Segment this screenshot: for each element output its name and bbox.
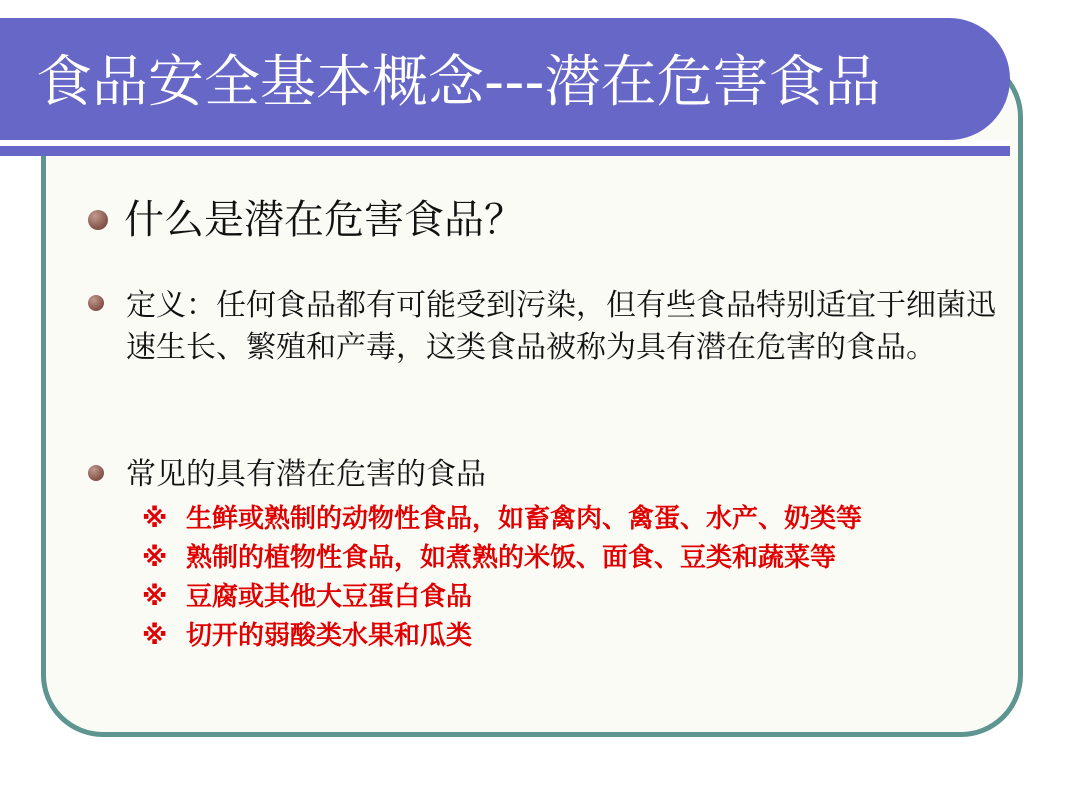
- bullet-question: [88, 196, 524, 244]
- bullet-dot-icon: [88, 295, 104, 311]
- definition-text: 定义：任何食品都有可能受到污染，但有些食品特别适宜于细菌迅速生长、繁殖和产毒，这类食品被称为具有潜在危害的食品。: [126, 288, 996, 365]
- sub-item-text: 生鲜或熟制的动物性食品，如畜禽肉、禽蛋、水产、奶类等: [186, 504, 863, 534]
- reference-mark-icon: ※: [142, 504, 168, 534]
- bullet-common-foods: [88, 455, 486, 495]
- bullet-definition: [88, 285, 998, 369]
- list-item: [142, 578, 862, 617]
- bullet-dot-icon: [88, 210, 108, 230]
- sub-item-text: 切开的弱酸类水果和瓜类: [186, 621, 473, 651]
- reference-mark-icon: ※: [142, 543, 168, 573]
- sub-item-text: 熟制的植物性食品，如煮熟的米饭、面食、豆类和蔬菜等: [186, 543, 837, 573]
- common-heading: 常见的具有潜在危害的食品: [126, 457, 486, 492]
- sub-item-list: [142, 500, 862, 656]
- slide-title: 食品安全基本概念---潜在危害食品: [36, 50, 881, 115]
- list-item: [142, 617, 862, 656]
- sub-item-text: 豆腐或其他大豆蛋白食品: [186, 582, 473, 612]
- question-text: 什么是潜在危害食品？: [124, 197, 524, 243]
- list-item: [142, 539, 862, 578]
- banner-underline: [0, 146, 1010, 156]
- bullet-dot-icon: [88, 465, 104, 481]
- reference-mark-icon: ※: [142, 621, 168, 651]
- list-item: [142, 500, 862, 539]
- reference-mark-icon: ※: [142, 582, 168, 612]
